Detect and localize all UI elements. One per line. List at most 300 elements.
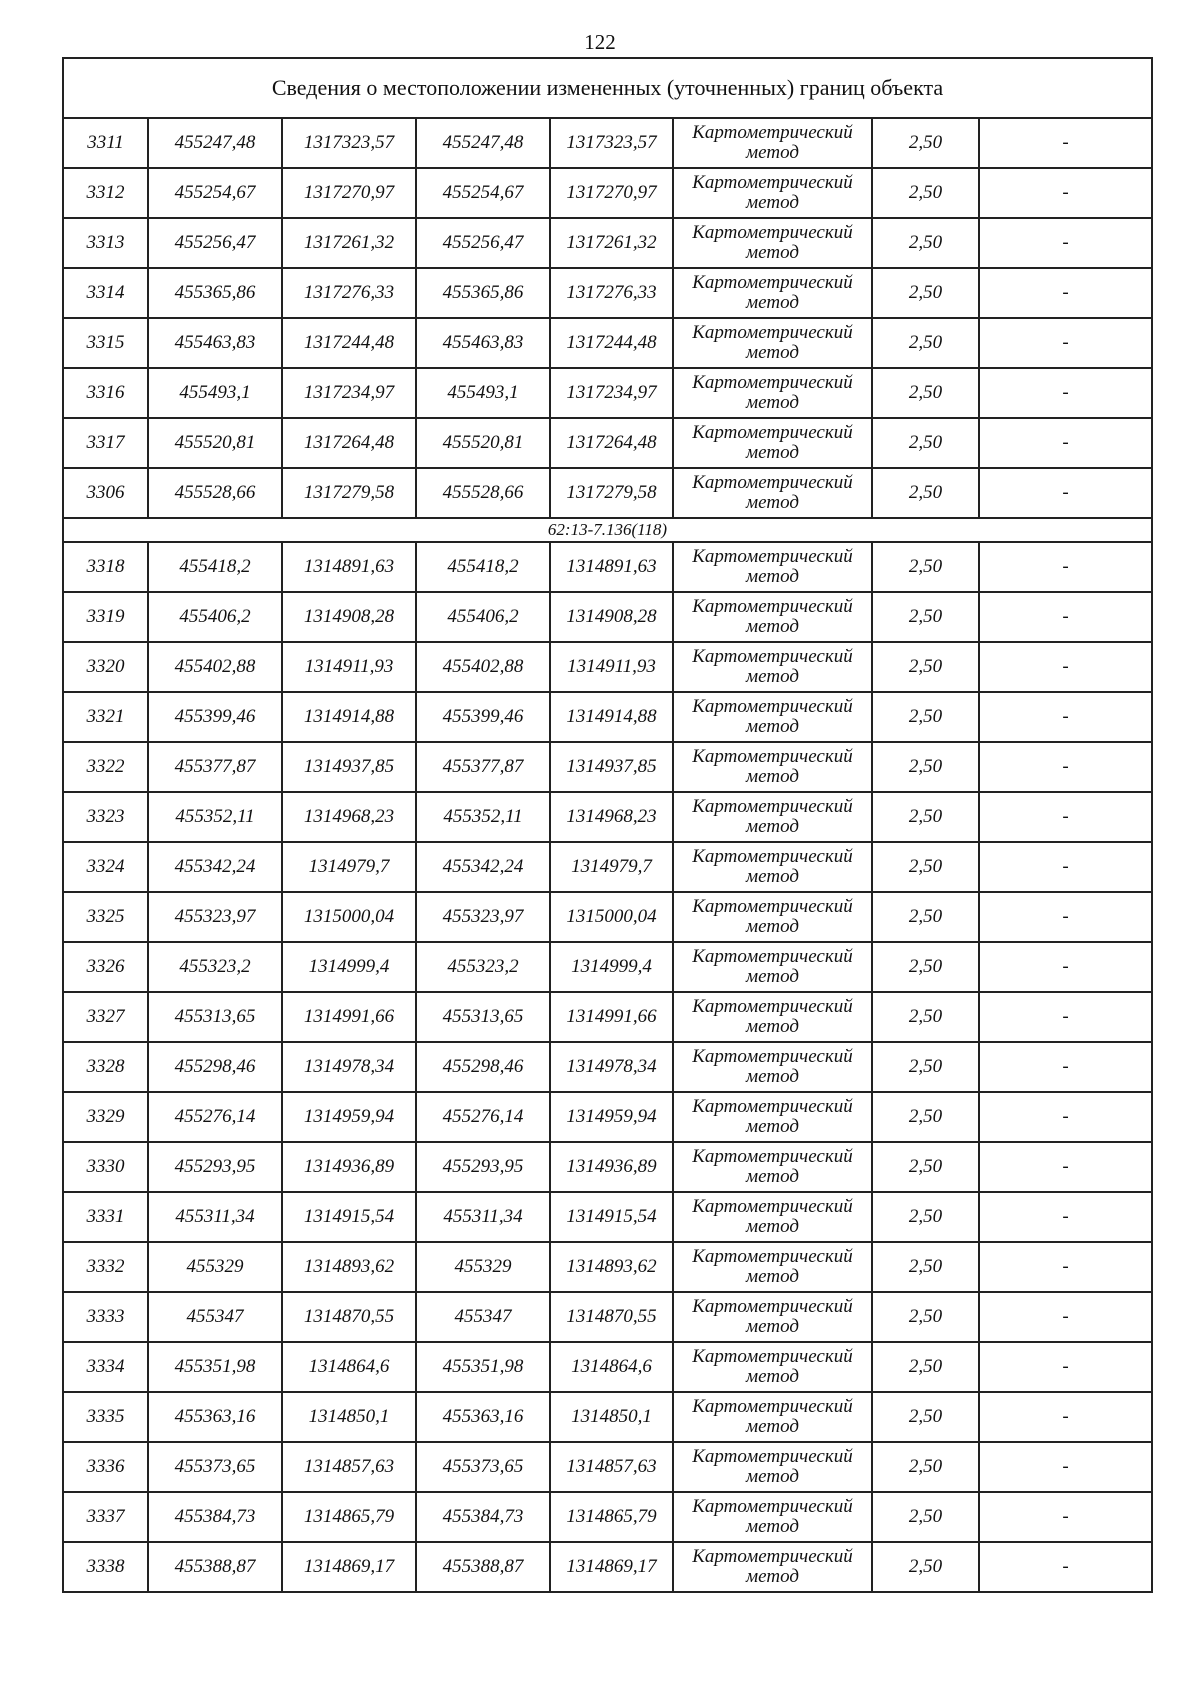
method-cell	[673, 842, 872, 892]
description-cell: -	[979, 1542, 1152, 1592]
y-new-cell: 1314936,89	[550, 1142, 673, 1192]
method-line2: метод	[746, 866, 799, 887]
description-cell: -	[979, 792, 1152, 842]
description-cell: -	[979, 318, 1152, 368]
method-line2: метод	[746, 192, 799, 213]
description-cell: -	[979, 168, 1152, 218]
method-cell	[673, 1242, 872, 1292]
table-row	[63, 842, 1152, 892]
accuracy-cell: 2,50	[872, 1292, 979, 1342]
description-cell: -	[979, 1192, 1152, 1242]
x-new-cell: 455293,95	[416, 1142, 550, 1192]
method-line1: Картометрический	[692, 1046, 853, 1067]
method-line1: Картометрический	[692, 1146, 853, 1167]
method-line1: Картометрический	[692, 172, 853, 193]
method-cell	[673, 692, 872, 742]
x-new-cell: 455342,24	[416, 842, 550, 892]
point-number-cell: 3306	[63, 468, 148, 518]
accuracy-cell: 2,50	[872, 1142, 979, 1192]
method-line2: метод	[746, 566, 799, 587]
method-line2: метод	[746, 492, 799, 513]
table-row	[63, 1342, 1152, 1392]
method-cell	[673, 418, 872, 468]
method-line1: Картометрический	[692, 272, 853, 293]
y-new-cell: 1314991,66	[550, 992, 673, 1042]
x-existing-cell: 455347	[148, 1292, 282, 1342]
method-line1: Картометрический	[692, 846, 853, 867]
y-new-cell: 1314999,4	[550, 942, 673, 992]
point-number-cell: 3331	[63, 1192, 148, 1242]
method-cell	[673, 792, 872, 842]
x-existing-cell: 455399,46	[148, 692, 282, 742]
x-existing-cell: 455293,95	[148, 1142, 282, 1192]
point-number-cell: 3329	[63, 1092, 148, 1142]
point-number-cell: 3337	[63, 1492, 148, 1542]
accuracy-cell: 2,50	[872, 368, 979, 418]
description-cell: -	[979, 1142, 1152, 1192]
method-line2: метод	[746, 292, 799, 313]
table-row	[63, 1292, 1152, 1342]
point-number-cell: 3314	[63, 268, 148, 318]
table-row	[63, 1492, 1152, 1542]
table-row	[63, 1442, 1152, 1492]
x-existing-cell: 455276,14	[148, 1092, 282, 1142]
point-number-cell: 3319	[63, 592, 148, 642]
y-new-cell: 1314908,28	[550, 592, 673, 642]
accuracy-cell: 2,50	[872, 842, 979, 892]
x-new-cell: 455256,47	[416, 218, 550, 268]
x-new-cell: 455352,11	[416, 792, 550, 842]
point-number-cell: 3317	[63, 418, 148, 468]
point-number-cell: 3312	[63, 168, 148, 218]
x-new-cell: 455520,81	[416, 418, 550, 468]
x-existing-cell: 455247,48	[148, 118, 282, 168]
x-existing-cell: 455406,2	[148, 592, 282, 642]
y-new-cell: 1314911,93	[550, 642, 673, 692]
y-existing-cell: 1314908,28	[282, 592, 416, 642]
accuracy-cell: 2,50	[872, 1492, 979, 1542]
x-new-cell: 455399,46	[416, 692, 550, 742]
method-line2: метод	[746, 616, 799, 637]
description-cell: -	[979, 892, 1152, 942]
table-row	[63, 318, 1152, 368]
x-existing-cell: 455365,86	[148, 268, 282, 318]
y-new-cell: 1314914,88	[550, 692, 673, 742]
accuracy-cell: 2,50	[872, 118, 979, 168]
method-line1: Картометрический	[692, 746, 853, 767]
y-existing-cell: 1314857,63	[282, 1442, 416, 1492]
method-line2: метод	[746, 1266, 799, 1287]
method-line1: Картометрический	[692, 596, 853, 617]
y-new-cell: 1314864,6	[550, 1342, 673, 1392]
y-new-cell: 1317261,32	[550, 218, 673, 268]
method-line1: Картометрический	[692, 646, 853, 667]
method-cell	[673, 1342, 872, 1392]
x-existing-cell: 455329	[148, 1242, 282, 1292]
x-existing-cell: 455384,73	[148, 1492, 282, 1542]
table-row	[63, 368, 1152, 418]
y-existing-cell: 1314850,1	[282, 1392, 416, 1442]
x-existing-cell: 455256,47	[148, 218, 282, 268]
table-row	[63, 592, 1152, 642]
y-new-cell: 1314915,54	[550, 1192, 673, 1242]
x-existing-cell: 455352,11	[148, 792, 282, 842]
y-existing-cell: 1314864,6	[282, 1342, 416, 1392]
method-cell	[673, 942, 872, 992]
description-cell: -	[979, 118, 1152, 168]
x-new-cell: 455329	[416, 1242, 550, 1292]
method-cell	[673, 168, 872, 218]
description-cell: -	[979, 1342, 1152, 1392]
point-number-cell: 3335	[63, 1392, 148, 1442]
table-row	[63, 1192, 1152, 1242]
point-number-cell: 3325	[63, 892, 148, 942]
table-row	[63, 1092, 1152, 1142]
x-existing-cell: 455388,87	[148, 1542, 282, 1592]
method-line1: Картометрический	[692, 946, 853, 967]
method-cell	[673, 742, 872, 792]
accuracy-cell: 2,50	[872, 1192, 979, 1242]
x-existing-cell: 455363,16	[148, 1392, 282, 1442]
method-line2: метод	[746, 242, 799, 263]
y-new-cell: 1314893,62	[550, 1242, 673, 1292]
accuracy-cell: 2,50	[872, 1542, 979, 1592]
table-row	[63, 742, 1152, 792]
x-new-cell: 455298,46	[416, 1042, 550, 1092]
x-existing-cell: 455528,66	[148, 468, 282, 518]
method-cell	[673, 542, 872, 592]
accuracy-cell: 2,50	[872, 892, 979, 942]
description-cell: -	[979, 368, 1152, 418]
method-cell	[673, 1292, 872, 1342]
x-existing-cell: 455377,87	[148, 742, 282, 792]
method-line1: Картометрический	[692, 1396, 853, 1417]
accuracy-cell: 2,50	[872, 542, 979, 592]
method-cell	[673, 1192, 872, 1242]
method-line2: метод	[746, 666, 799, 687]
table-title: Сведения о местоположении измененных (уточненных) границ объекта	[63, 58, 1152, 118]
y-existing-cell: 1314959,94	[282, 1092, 416, 1142]
description-cell: -	[979, 1092, 1152, 1142]
table-row	[63, 1142, 1152, 1192]
y-existing-cell: 1314978,34	[282, 1042, 416, 1092]
point-number-cell: 3313	[63, 218, 148, 268]
description-cell: -	[979, 1042, 1152, 1092]
description-cell: -	[979, 1292, 1152, 1342]
y-existing-cell: 1314936,89	[282, 1142, 416, 1192]
point-number-cell: 3322	[63, 742, 148, 792]
method-line1: Картометрический	[692, 1446, 853, 1467]
x-new-cell: 455323,2	[416, 942, 550, 992]
method-line2: метод	[746, 916, 799, 937]
method-line2: метод	[746, 1516, 799, 1537]
x-new-cell: 455311,34	[416, 1192, 550, 1242]
method-line1: Картометрический	[692, 1196, 853, 1217]
method-line1: Картометрический	[692, 1096, 853, 1117]
x-new-cell: 455363,16	[416, 1392, 550, 1442]
method-cell	[673, 1492, 872, 1542]
x-new-cell: 455276,14	[416, 1092, 550, 1142]
y-existing-cell: 1314893,62	[282, 1242, 416, 1292]
x-new-cell: 455365,86	[416, 268, 550, 318]
method-line2: метод	[746, 1416, 799, 1437]
x-existing-cell: 455493,1	[148, 368, 282, 418]
method-cell	[673, 218, 872, 268]
description-cell: -	[979, 1392, 1152, 1442]
y-existing-cell: 1314865,79	[282, 1492, 416, 1542]
y-new-cell: 1314937,85	[550, 742, 673, 792]
table-row	[63, 992, 1152, 1042]
y-new-cell: 1314850,1	[550, 1392, 673, 1442]
method-line2: метод	[746, 442, 799, 463]
y-existing-cell: 1314915,54	[282, 1192, 416, 1242]
x-new-cell: 455463,83	[416, 318, 550, 368]
accuracy-cell: 2,50	[872, 792, 979, 842]
method-line2: метод	[746, 1316, 799, 1337]
x-new-cell: 455323,97	[416, 892, 550, 942]
x-new-cell: 455388,87	[416, 1542, 550, 1592]
accuracy-cell: 2,50	[872, 1042, 979, 1092]
y-new-cell: 1317279,58	[550, 468, 673, 518]
table-row	[63, 692, 1152, 742]
y-new-cell: 1317244,48	[550, 318, 673, 368]
method-cell	[673, 368, 872, 418]
y-new-cell: 1317270,97	[550, 168, 673, 218]
method-line1: Картометрический	[692, 1246, 853, 1267]
y-existing-cell: 1317276,33	[282, 268, 416, 318]
point-number-cell: 3338	[63, 1542, 148, 1592]
y-new-cell: 1317234,97	[550, 368, 673, 418]
table-row	[63, 268, 1152, 318]
y-new-cell: 1314978,34	[550, 1042, 673, 1092]
point-number-cell: 3311	[63, 118, 148, 168]
table-row	[63, 642, 1152, 692]
coordinates-table	[62, 57, 1153, 1593]
x-new-cell: 455313,65	[416, 992, 550, 1042]
x-existing-cell: 455402,88	[148, 642, 282, 692]
x-existing-cell: 455298,46	[148, 1042, 282, 1092]
section-label: 62:13-7.136(118)	[63, 518, 1152, 542]
accuracy-cell: 2,50	[872, 592, 979, 642]
method-line1: Картометрический	[692, 1546, 853, 1567]
table-row	[63, 468, 1152, 518]
accuracy-cell: 2,50	[872, 1092, 979, 1142]
table-row	[63, 168, 1152, 218]
y-existing-cell: 1314991,66	[282, 992, 416, 1042]
method-cell	[673, 1092, 872, 1142]
description-cell: -	[979, 418, 1152, 468]
y-new-cell: 1317276,33	[550, 268, 673, 318]
point-number-cell: 3321	[63, 692, 148, 742]
y-new-cell: 1314959,94	[550, 1092, 673, 1142]
accuracy-cell: 2,50	[872, 642, 979, 692]
y-existing-cell: 1314979,7	[282, 842, 416, 892]
table-row	[63, 542, 1152, 592]
method-cell	[673, 1042, 872, 1092]
description-cell: -	[979, 942, 1152, 992]
description-cell: -	[979, 1442, 1152, 1492]
method-line1: Картометрический	[692, 896, 853, 917]
y-existing-cell: 1314968,23	[282, 792, 416, 842]
point-number-cell: 3332	[63, 1242, 148, 1292]
method-cell	[673, 1142, 872, 1192]
x-existing-cell: 455418,2	[148, 542, 282, 592]
x-new-cell: 455406,2	[416, 592, 550, 642]
table-body	[63, 58, 1152, 1592]
method-line2: метод	[746, 966, 799, 987]
y-new-cell: 1317264,48	[550, 418, 673, 468]
method-line2: метод	[746, 1466, 799, 1487]
method-line2: метод	[746, 1066, 799, 1087]
accuracy-cell: 2,50	[872, 942, 979, 992]
accuracy-cell: 2,50	[872, 1442, 979, 1492]
description-cell: -	[979, 692, 1152, 742]
y-existing-cell: 1317261,32	[282, 218, 416, 268]
method-line1: Картометрический	[692, 1496, 853, 1517]
method-line2: метод	[746, 1566, 799, 1587]
point-number-cell: 3324	[63, 842, 148, 892]
method-line1: Картометрический	[692, 422, 853, 443]
description-cell: -	[979, 542, 1152, 592]
x-new-cell: 455347	[416, 1292, 550, 1342]
x-existing-cell: 455520,81	[148, 418, 282, 468]
method-line2: метод	[746, 1016, 799, 1037]
table-row	[63, 1392, 1152, 1442]
method-line1: Картометрический	[692, 996, 853, 1017]
x-existing-cell: 455323,2	[148, 942, 282, 992]
method-cell	[673, 268, 872, 318]
point-number-cell: 3336	[63, 1442, 148, 1492]
method-line1: Картометрический	[692, 1296, 853, 1317]
x-existing-cell: 455254,67	[148, 168, 282, 218]
y-new-cell: 1314891,63	[550, 542, 673, 592]
y-existing-cell: 1317270,97	[282, 168, 416, 218]
y-new-cell: 1314857,63	[550, 1442, 673, 1492]
x-new-cell: 455384,73	[416, 1492, 550, 1542]
y-existing-cell: 1317234,97	[282, 368, 416, 418]
table-row	[63, 1042, 1152, 1092]
y-new-cell: 1317323,57	[550, 118, 673, 168]
accuracy-cell: 2,50	[872, 218, 979, 268]
y-existing-cell: 1314937,85	[282, 742, 416, 792]
y-existing-cell: 1317323,57	[282, 118, 416, 168]
x-new-cell: 455418,2	[416, 542, 550, 592]
y-existing-cell: 1314870,55	[282, 1292, 416, 1342]
table-row	[63, 118, 1152, 168]
point-number-cell: 3318	[63, 542, 148, 592]
method-line1: Картометрический	[692, 322, 853, 343]
x-new-cell: 455373,65	[416, 1442, 550, 1492]
x-existing-cell: 455373,65	[148, 1442, 282, 1492]
x-existing-cell: 455342,24	[148, 842, 282, 892]
method-cell	[673, 992, 872, 1042]
accuracy-cell: 2,50	[872, 1242, 979, 1292]
x-existing-cell: 455463,83	[148, 318, 282, 368]
description-cell: -	[979, 742, 1152, 792]
description-cell: -	[979, 1492, 1152, 1542]
table-row	[63, 1242, 1152, 1292]
x-new-cell: 455493,1	[416, 368, 550, 418]
point-number-cell: 3326	[63, 942, 148, 992]
y-new-cell: 1315000,04	[550, 892, 673, 942]
method-line2: метод	[746, 142, 799, 163]
description-cell: -	[979, 992, 1152, 1042]
method-cell	[673, 118, 872, 168]
table-row	[63, 792, 1152, 842]
method-line2: метод	[746, 816, 799, 837]
point-number-cell: 3327	[63, 992, 148, 1042]
y-existing-cell: 1317279,58	[282, 468, 416, 518]
y-new-cell: 1314979,7	[550, 842, 673, 892]
accuracy-cell: 2,50	[872, 268, 979, 318]
accuracy-cell: 2,50	[872, 168, 979, 218]
y-existing-cell: 1314891,63	[282, 542, 416, 592]
x-new-cell: 455402,88	[416, 642, 550, 692]
y-existing-cell: 1314999,4	[282, 942, 416, 992]
method-line2: метод	[746, 716, 799, 737]
accuracy-cell: 2,50	[872, 318, 979, 368]
x-existing-cell: 455311,34	[148, 1192, 282, 1242]
description-cell: -	[979, 268, 1152, 318]
method-line1: Картометрический	[692, 222, 853, 243]
method-line2: метод	[746, 1166, 799, 1187]
method-line1: Картометрический	[692, 546, 853, 567]
method-line2: метод	[746, 1216, 799, 1237]
y-existing-cell: 1314911,93	[282, 642, 416, 692]
accuracy-cell: 2,50	[872, 468, 979, 518]
x-new-cell: 455247,48	[416, 118, 550, 168]
description-cell: -	[979, 642, 1152, 692]
table-row	[63, 892, 1152, 942]
x-existing-cell: 455313,65	[148, 992, 282, 1042]
method-line1: Картометрический	[692, 796, 853, 817]
y-existing-cell: 1314914,88	[282, 692, 416, 742]
y-new-cell: 1314869,17	[550, 1542, 673, 1592]
y-existing-cell: 1317244,48	[282, 318, 416, 368]
description-cell: -	[979, 592, 1152, 642]
x-new-cell: 455254,67	[416, 168, 550, 218]
table-row	[63, 1542, 1152, 1592]
accuracy-cell: 2,50	[872, 992, 979, 1042]
method-line2: метод	[746, 1366, 799, 1387]
method-cell	[673, 468, 872, 518]
method-cell	[673, 642, 872, 692]
point-number-cell: 3330	[63, 1142, 148, 1192]
point-number-cell: 3334	[63, 1342, 148, 1392]
accuracy-cell: 2,50	[872, 1342, 979, 1392]
description-cell: -	[979, 1242, 1152, 1292]
point-number-cell: 3323	[63, 792, 148, 842]
y-new-cell: 1314870,55	[550, 1292, 673, 1342]
description-cell: -	[979, 468, 1152, 518]
y-existing-cell: 1317264,48	[282, 418, 416, 468]
method-cell	[673, 1442, 872, 1492]
accuracy-cell: 2,50	[872, 742, 979, 792]
method-cell	[673, 1542, 872, 1592]
table-row	[63, 942, 1152, 992]
method-cell	[673, 892, 872, 942]
accuracy-cell: 2,50	[872, 692, 979, 742]
table-title-row	[63, 58, 1152, 118]
y-existing-cell: 1315000,04	[282, 892, 416, 942]
x-existing-cell: 455323,97	[148, 892, 282, 942]
table-row	[63, 218, 1152, 268]
method-line1: Картометрический	[692, 1346, 853, 1367]
page-number: 122	[584, 30, 616, 54]
description-cell: -	[979, 218, 1152, 268]
y-new-cell: 1314968,23	[550, 792, 673, 842]
point-number-cell: 3328	[63, 1042, 148, 1092]
